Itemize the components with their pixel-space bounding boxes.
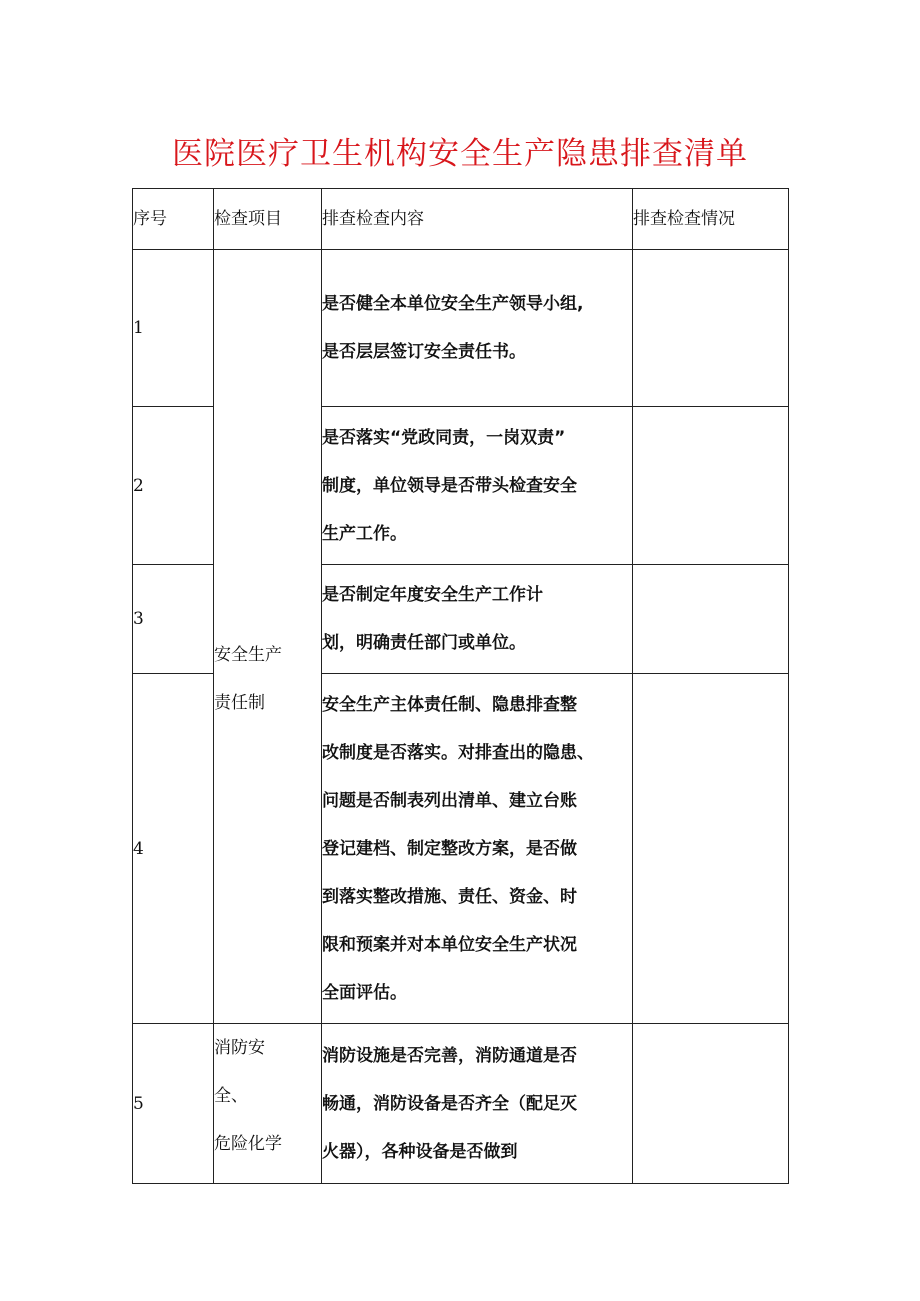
content-line: 全面评估。 xyxy=(322,982,407,1003)
checklist-table xyxy=(132,188,789,1184)
content-line: 改制度是否落实。对排查出的隐患、 xyxy=(322,742,594,763)
check-content xyxy=(322,407,633,565)
content-line: 问题是否制表列出清单、建立台账 xyxy=(322,790,577,811)
check-status-cell[interactable] xyxy=(633,674,789,1024)
content-line: 安全生产主体责任制、隐患排查整 xyxy=(322,694,577,715)
content-line: 生产工作。 xyxy=(322,523,407,544)
content-line: 划，明确责任部门或单位。 xyxy=(322,633,526,653)
check-item-line: 安全生产 xyxy=(214,645,282,665)
check-status-cell[interactable] xyxy=(633,1024,789,1184)
table-header-row xyxy=(133,189,789,250)
row-number: 5 xyxy=(133,1024,214,1184)
content-line: 是否健全本单位安全生产领导小组, xyxy=(322,294,584,314)
header-check-content: 排查检查内容 xyxy=(322,189,633,250)
row-number: 4 xyxy=(133,674,214,1024)
row-number: 1 xyxy=(133,250,214,407)
row-number: 3 xyxy=(133,565,214,674)
content-line: 限和预案并对本单位安全生产状况 xyxy=(322,934,577,955)
content-line: 是否制定年度安全生产工作计 xyxy=(322,585,543,605)
content-line: 登记建档、制定整改方案，是否做 xyxy=(322,838,577,859)
check-status-cell[interactable] xyxy=(633,407,789,565)
content-line: 到落实整改措施、责任、资金、时 xyxy=(322,886,577,907)
table-row xyxy=(133,250,789,407)
document-title: 医院医疗卫生机构安全生产隐患排查清单 xyxy=(172,136,748,172)
check-item-line: 全、 xyxy=(214,1086,248,1106)
check-content xyxy=(322,674,633,1024)
check-content xyxy=(322,1024,633,1184)
row-number: 2 xyxy=(133,407,214,565)
check-item-fire-safety xyxy=(214,1024,322,1184)
header-check-item: 检查项目 xyxy=(214,189,322,250)
check-status-cell[interactable] xyxy=(633,250,789,407)
content-line: 火器），各种设备是否做到 xyxy=(322,1141,518,1162)
content-line: 制度，单位领导是否带头检查安全 xyxy=(322,475,577,496)
check-item-line: 消防安 xyxy=(214,1038,265,1058)
check-item-safety-responsibility xyxy=(214,250,322,1024)
content-line: 是否层层签订安全责任书。 xyxy=(322,342,526,362)
check-item-line: 危险化学 xyxy=(214,1134,282,1154)
check-item-line: 责任制 xyxy=(214,693,265,713)
content-line: 畅通，消防设备是否齐全（配足灭 xyxy=(322,1093,577,1114)
header-check-status: 排查检查情况 xyxy=(633,189,789,250)
check-content xyxy=(322,565,633,674)
check-status-cell[interactable] xyxy=(633,565,789,674)
content-line: 消防设施是否完善，消防通道是否 xyxy=(322,1045,577,1066)
table-row xyxy=(133,1024,789,1184)
content-line: 是否落实“党政同责，一岗双责” xyxy=(322,427,566,448)
header-number: 序号 xyxy=(133,189,214,250)
check-content xyxy=(322,250,633,407)
